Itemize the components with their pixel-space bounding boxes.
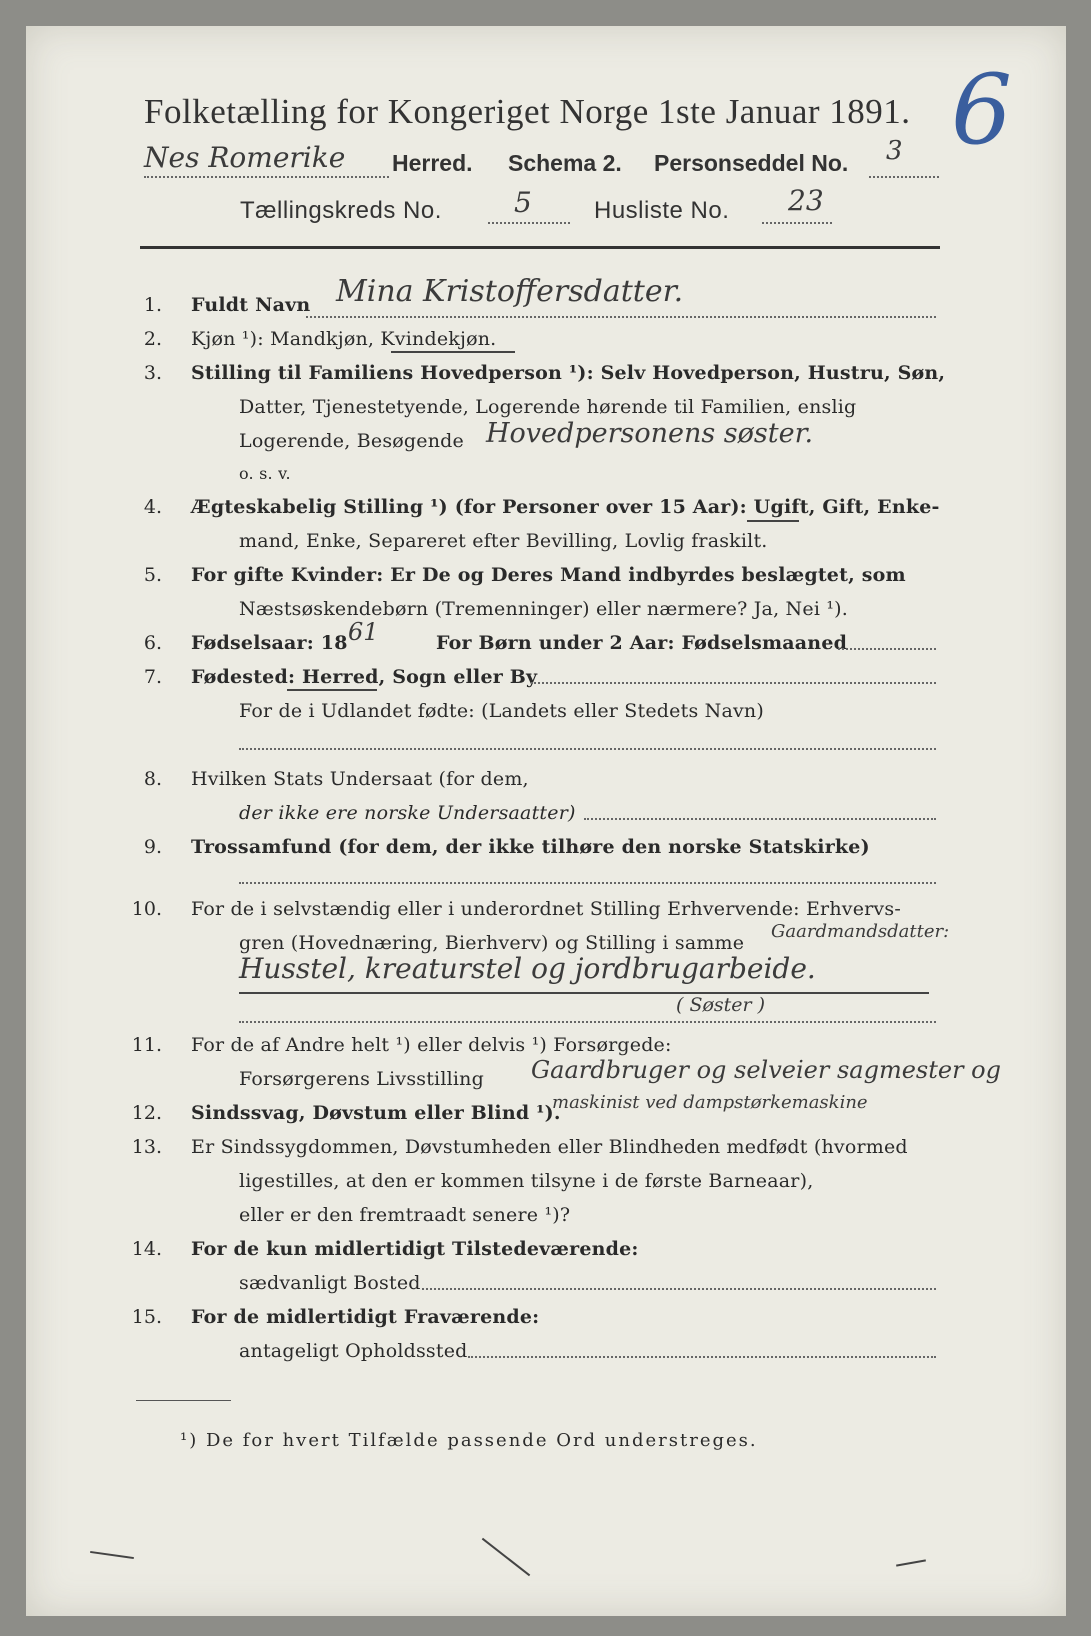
q11-line1: For de af Andre helt ¹) eller delvis ¹) Forsørgede:	[191, 1034, 672, 1056]
q2-number: 2.	[143, 328, 162, 350]
census-form-sheet	[26, 26, 1066, 1616]
husliste-label: Husliste No.	[594, 197, 730, 224]
q7-line1: Fødested: Herred, Sogn eller By	[191, 666, 538, 688]
q3-answer: Hovedpersonens søster.	[486, 418, 814, 449]
q6-rest: For Børn under 2 Aar: Fødselsmaaned	[436, 632, 848, 654]
q6-answer: 61	[348, 618, 379, 646]
q15-line1: For de midlertidigt Fraværende:	[191, 1306, 540, 1328]
footnote: ¹) De for hvert Tilfælde passende Ord understreges.	[180, 1430, 758, 1451]
q6-label: Fødselsaar: 18	[191, 632, 348, 654]
q10-answer-underline	[239, 992, 929, 994]
q11-line2: Forsørgerens Livsstilling	[239, 1068, 484, 1090]
herred-name: Nes Romerike	[144, 141, 346, 174]
q2-underline	[391, 351, 515, 353]
q12-number: 12.	[131, 1102, 162, 1124]
q4-number: 4.	[143, 496, 162, 518]
q14-number: 14.	[131, 1238, 162, 1260]
q8-line1: Hvilken Stats Undersaat (for dem,	[191, 768, 529, 790]
personseddel-label: Personseddel No.	[654, 150, 849, 176]
q8-number: 8.	[143, 768, 162, 790]
q11-answer-b: maskinist ved dampstørkemaskine	[552, 1092, 868, 1113]
q6-number: 6.	[143, 632, 162, 654]
q5-number: 5.	[143, 564, 162, 586]
q1-dotted-line	[306, 316, 936, 318]
q1-label: Fuldt Navn	[191, 294, 311, 316]
q6-dotted-line	[838, 648, 936, 650]
q10-answer-a: Gaardmandsdatter:	[771, 921, 950, 942]
q7-dotted-line-2	[239, 748, 936, 750]
q1-answer: Mina Kristoffersdatter.	[336, 274, 684, 309]
q9-number: 9.	[143, 836, 162, 858]
q7-herred-underline	[287, 689, 377, 691]
q10-dotted-line	[239, 1021, 936, 1023]
scan-mark-left	[90, 1551, 134, 1559]
q14-line1: For de kun midlertidigt Tilstedeværende:	[191, 1238, 639, 1260]
q13-line1: Er Sindssygdommen, Døvstumheden eller Blindheden medfødt (hvormed	[191, 1136, 908, 1158]
q10-answer-b: Husstel, kreaturstel og jordbrugarbeide.	[239, 952, 816, 985]
q8-dotted-line	[584, 818, 936, 820]
q7-number: 7.	[143, 666, 162, 688]
scan-mark-center	[482, 1538, 531, 1577]
header-rule	[140, 246, 940, 249]
herred-label: Herred.	[392, 150, 473, 176]
q3-line3: Logerende, Besøgende	[239, 430, 464, 452]
q9-dotted-line	[239, 882, 936, 884]
q10-answer-c: ( Søster )	[676, 994, 766, 1016]
q5-line1: For gifte Kvinder: Er De og Deres Mand indbyrdes beslægtet, som	[191, 564, 906, 586]
taellingskreds-label: Tællingskreds No.	[240, 197, 442, 224]
q9-line1: Trossamfund (for dem, der ikke tilhøre den norske Statskirke)	[191, 836, 870, 858]
q11-number: 11.	[131, 1034, 162, 1056]
form-title: Folketælling for Kongeriget Norge 1ste Januar 1891.	[144, 92, 911, 131]
q11-answer-a: Gaardbruger og selveier sagmester og	[531, 1056, 1001, 1084]
q3-line2: Datter, Tjenestetyende, Logerende hørende til Familien, enslig	[239, 396, 857, 418]
q10-number: 10.	[131, 898, 162, 920]
q13-number: 13.	[131, 1136, 162, 1158]
q5-line2: Næstsøskendebørn (Tremenninger) eller nærmere? Ja, Nei ¹).	[239, 598, 849, 620]
personseddel-dotted-line	[869, 176, 939, 178]
q14-line2: sædvanligt Bosted	[239, 1272, 421, 1294]
q7-line2: For de i Udlandet fødte: (Landets eller Stedets Navn)	[239, 700, 764, 722]
q2-label: Kjøn ¹): Mandkjøn, Kvindekjøn.	[191, 328, 497, 350]
q4-ugift-underline	[747, 520, 799, 522]
q10-line1: For de i selvstændig eller i underordnet Stilling Erhvervende: Erhvervs-	[191, 898, 901, 920]
taellingskreds-no: 5	[514, 186, 532, 219]
corner-number: 6	[951, 54, 1013, 166]
schema-label: Schema 2.	[508, 150, 622, 176]
q13-line3: eller er den fremtraadt senere ¹)?	[239, 1204, 571, 1226]
q7-dotted-line	[531, 682, 936, 684]
q12-line1: Sindssvag, Døvstum eller Blind ¹).	[191, 1102, 561, 1124]
footnote-rule	[136, 1400, 231, 1401]
q15-dotted-line	[468, 1356, 936, 1358]
husliste-no: 23	[788, 184, 824, 217]
husliste-dotted-line	[762, 222, 832, 224]
q3-line4: o. s. v.	[239, 464, 291, 483]
q3-line1: Stilling til Familiens Hovedperson ¹): Selv Hovedperson, Hustru, Søn,	[191, 362, 946, 384]
q15-number: 15.	[131, 1306, 162, 1328]
scan-mark-right	[896, 1559, 926, 1566]
q14-dotted-line	[422, 1288, 936, 1290]
q8-line2: der ikke ere norske Undersaatter)	[239, 802, 576, 824]
q3-number: 3.	[143, 362, 162, 384]
herred-dotted-line	[144, 176, 389, 178]
q1-number: 1.	[143, 294, 162, 316]
q15-line2: antageligt Opholdssted	[239, 1340, 468, 1362]
q4-line2: mand, Enke, Separeret efter Bevilling, Lovlig fraskilt.	[239, 530, 768, 552]
q4-line1: Ægteskabelig Stilling ¹) (for Personer over 15 Aar): Ugift, Gift, Enke-	[191, 496, 940, 518]
personseddel-no: 3	[886, 136, 903, 166]
q13-line2: ligestilles, at den er kommen tilsyne i de første Barneaar),	[239, 1170, 814, 1192]
q10-line2: gren (Hovednæring, Bierhverv) og Stilling i samme	[239, 932, 745, 954]
taellingskreds-dotted-line	[488, 222, 570, 224]
